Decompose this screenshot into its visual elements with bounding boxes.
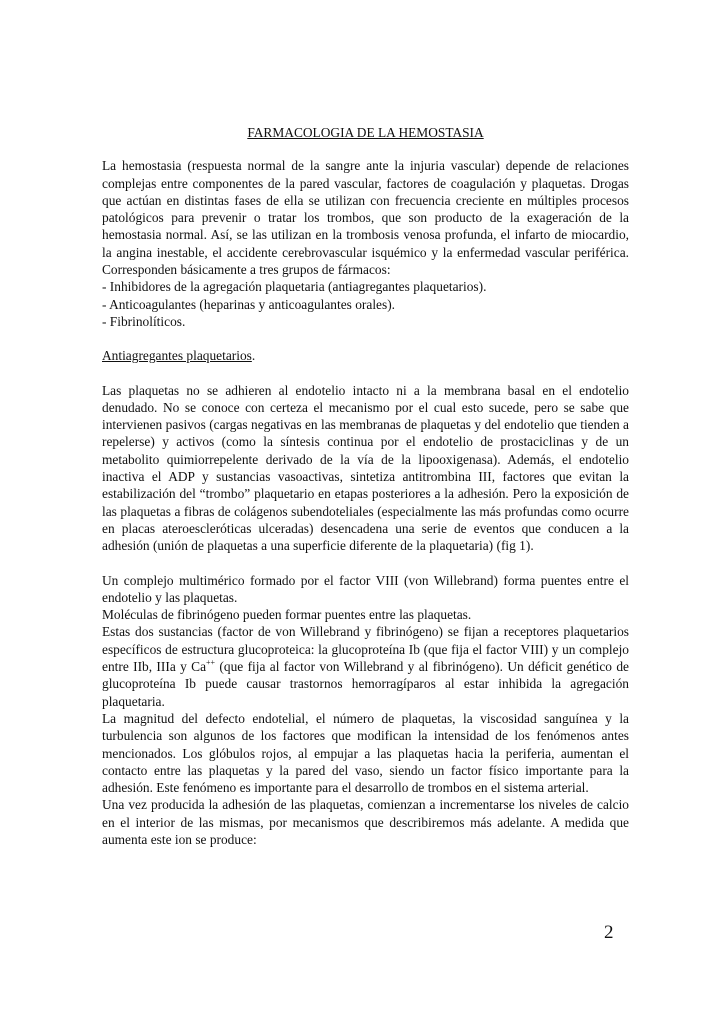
section-heading-text: Antiagregantes plaquetarios	[102, 348, 252, 364]
paragraph-platelets: Las plaquetas no se adhieren al endotelio intacto ni a la membrana basal en el endotelio denudado. No se conoce con certeza el mecanismo por el cual esto sucede, pero se sabe que intervienen pasivos (cargas negativas en las membranas de plaquetas y del endotelio que tienden a repelerse) y activos (como la síntesis continua por el endotelio de prostaciclinas y de un metabolito quimiorrepelente derivado de la vía de la lipooxigenasa). Además, el endotelio inactiva el ADP y sustancias vasoactivas, sintetiza antitrombina III, factores que evitan la estabilización del “trombo” plaquetario en etapas posteriores a la adhesión. Pero la exposición de las plaquetas a fibras de colágenos subendoteliales (especialmente las más profundas como ocurre en placas ateroescleróticas ulceradas) desencadena una serie de eventos que conducen a la adhesión (unión de plaquetas a una superficie diferente de la plaquetaria) (fig 1).	[102, 382, 629, 554]
calcium-charge: ++	[206, 658, 216, 668]
paragraph-receptors	[102, 623, 629, 709]
receptors-text-after: (que fija al factor von Willebrand y al fibrinógeno). Un déficit genético de glucoproteína Ib puede causar trastornos hemorragíparos al estar inhibida la agregación plaquetaria.	[102, 659, 629, 709]
list-item: - Inhibidores de la agregación plaquetaria (antiagregantes plaquetarios).	[102, 279, 487, 295]
document-page	[102, 124, 629, 848]
paragraph-von-willebrand: Un complejo multimérico formado por el factor VIII (von Willebrand) forma puentes entre el endotelio y las plaquetas.	[102, 572, 629, 605]
section-heading-suffix: .	[251, 348, 256, 364]
page-number: 2	[604, 922, 614, 943]
intro-paragraph: La hemostasia (respuesta normal de la sangre ante la injuria vascular) depende de relaciones complejas entre componentes de la pared vascular, factores de coagulación y plaquetas. Drogas que actúan en distintas fases de ella se utilizan con frecuencia creciente en múltiples procesos patológicos para prevenir o tratar los trombos, que son producto de la exageración de la hemostasia normal. Así, se las utilizan en la trombosis venosa profunda, el infarto de miocardio, la angina inestable, el accidente cerebrovascular isquémico y la enfermedad vascular periférica. Corresponden básicamente a tres grupos de fármacos:	[102, 158, 629, 278]
paragraph-endothelial-defect: La magnitud del defecto endotelial, el número de plaquetas, la viscosidad sanguínea y la turbulencia son algunos de los factores que modifican la intensidad de los fenómenos antes mencionados. Los glóbulos rojos, al empujar a las plaquetas hacia la periferia, aumentan el contacto entre las plaquetas y la pared del vaso, siendo un factor físico importante para la adhesión. Este fenómeno es importante para el desarrollo de trombos en el sistema arterial.	[102, 710, 629, 796]
list-item: - Anticoagulantes (heparinas y anticoagulantes orales).	[102, 296, 395, 312]
drug-groups-list	[102, 278, 629, 330]
section-heading	[102, 347, 629, 364]
paragraph-calcium: Una vez producida la adhesión de las plaquetas, comienzan a incrementarse los niveles de calcio en el interior de las mismas, por mecanismos que describiremos más adelante. A medida que aumenta este ion se produce:	[102, 797, 629, 847]
document-title: FARMACOLOGIA DE LA HEMOSTASIA	[247, 125, 484, 140]
paragraph-fibrinogen: Moléculas de fibrinógeno pueden formar puentes entre las plaquetas.	[102, 607, 472, 623]
receptors-text-before: Estas dos sustancias (factor de von Willebrand y fibrinógeno) se fijan a receptores plaquetarios específicos de estructura glucoproteica: la glucoproteína Ib (que fija el factor VIII) y un complejo entre IIb, IIIa y Ca	[102, 624, 629, 675]
list-item: - Fibrinolíticos.	[102, 313, 186, 329]
